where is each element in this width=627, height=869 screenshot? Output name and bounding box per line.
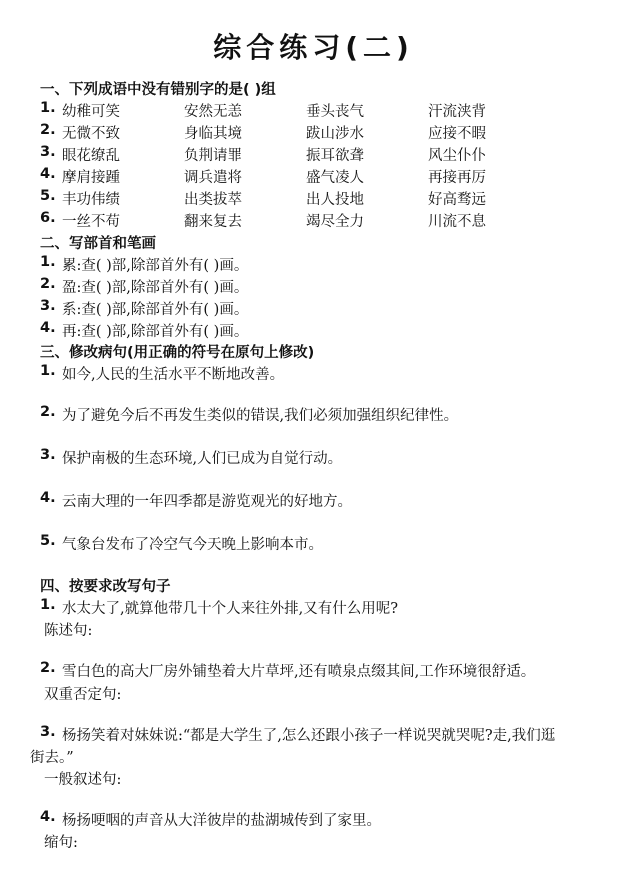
idiom: 幼稚可笑 [62,104,120,120]
idiom: 汗流浃背 [428,104,486,120]
section4-heading: 四、按要求改写句子 [40,579,171,595]
idiom: 眼花缭乱 [62,148,120,164]
radical-question: 系:查( )部,除部首外有( )画。 [62,302,249,318]
row-number: 4. [40,809,56,825]
row-number: 1. [40,597,56,613]
row-number: 3. [40,298,56,314]
idiom: 丰功伟绩 [62,192,120,208]
row-number: 5. [40,533,56,549]
row-number: 1. [40,363,56,379]
faulty-sentence: 云南大理的一年四季都是游览观光的好地方。 [62,494,352,510]
idiom: 摩肩接踵 [62,170,120,186]
rewrite-task-label: 一般叙述句: [44,772,122,788]
idiom: 调兵遣将 [184,170,242,186]
idiom: 身临其境 [184,126,242,142]
faulty-sentence: 为了避免今后不再发生类似的错误,我们必须加强组织纪律性。 [62,408,459,424]
row-number: 1. [40,254,56,270]
row-number: 6. [40,210,56,226]
radical-question: 再:查( )部,除部首外有( )画。 [62,324,249,340]
section1-heading: 一、下列成语中没有错别字的是( )组 [40,82,276,98]
idiom: 翻来复去 [184,214,242,230]
row-number: 1. [40,100,56,116]
row-number: 4. [40,166,56,182]
faulty-sentence: 如今,人民的生活水平不断地改善。 [62,367,285,383]
rewrite-sentence: 雪白色的高大厂房外铺垫着大片草坪,还有喷泉点缀其间,工作环境很舒适。 [62,664,536,680]
faulty-sentence: 保护南极的生态环境,人们已成为自觉行动。 [62,451,343,467]
rewrite-sentence: 水太大了,就算他带几十个人来往外排,又有什么用呢? [62,601,398,617]
idiom: 负荆请罪 [184,148,242,164]
rewrite-sentence: 杨扬笑着对妹妹说:“都是大学生了,怎么还跟小孩子一样说哭就哭呢?走,我们逛 [62,728,556,744]
idiom: 川流不息 [428,214,486,230]
row-number: 2. [40,276,56,292]
rewrite-task-label: 缩句: [44,835,78,851]
idiom: 好高骛远 [428,192,486,208]
section2-heading: 二、写部首和笔画 [40,236,156,252]
rewrite-task-label: 陈述句: [44,623,93,639]
section3-heading: 三、修改病句(用正确的符号在原句上修改) [40,345,315,361]
idiom: 一丝不苟 [62,214,120,230]
row-number: 3. [40,724,56,740]
rewrite-sentence-continued: 街去。” [30,750,74,766]
row-number: 4. [40,490,56,506]
idiom: 再接再厉 [428,170,486,186]
idiom: 安然无恙 [184,104,242,120]
row-number: 4. [40,320,56,336]
row-number: 3. [40,144,56,160]
row-number: 3. [40,447,56,463]
row-number: 2. [40,122,56,138]
idiom: 振耳欲聋 [306,148,364,164]
rewrite-sentence: 杨扬哽咽的声音从大洋彼岸的盐湖城传到了家里。 [62,813,381,829]
idiom: 无微不致 [62,126,120,142]
radical-question: 累:查( )部,除部首外有( )画。 [62,258,249,274]
faulty-sentence: 气象台发布了冷空气今天晚上影响本市。 [62,537,323,553]
idiom: 出人投地 [306,192,364,208]
idiom: 垂头丧气 [306,104,364,120]
rewrite-task-label: 双重否定句: [44,687,122,703]
idiom: 盛气凌人 [306,170,364,186]
idiom: 应接不暇 [428,126,486,142]
row-number: 5. [40,188,56,204]
idiom: 跋山涉水 [306,126,364,142]
page-title: 综合练习(二) [213,31,414,64]
radical-question: 盈:查( )部,除部首外有( )画。 [62,280,249,296]
idiom: 出类拔萃 [184,192,242,208]
idiom: 竭尽全力 [306,214,364,230]
row-number: 2. [40,404,56,420]
idiom: 风尘仆仆 [428,148,486,164]
row-number: 2. [40,660,56,676]
